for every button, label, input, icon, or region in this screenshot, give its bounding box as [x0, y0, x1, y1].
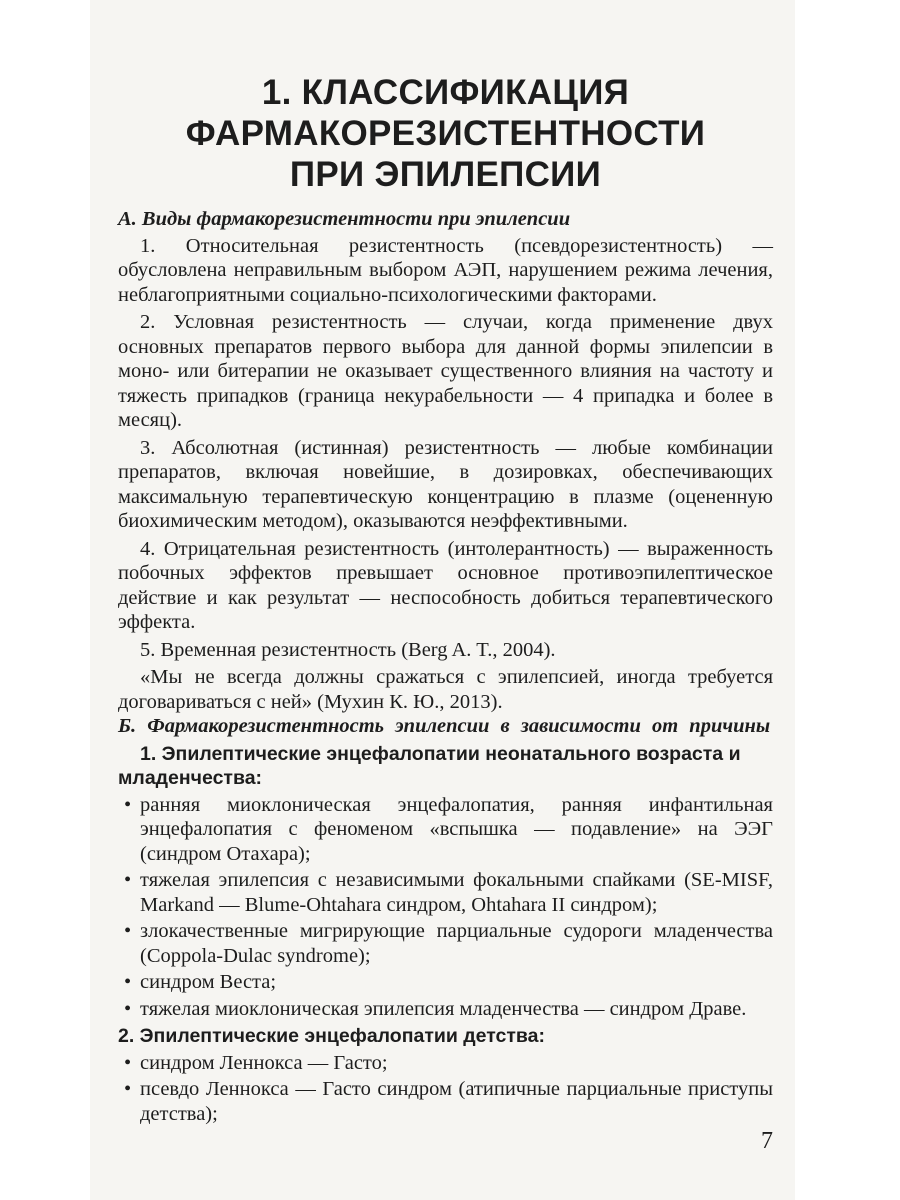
- paragraph-conditional-resistance: 2. Условная резистентность — случаи, когда применение двух основных препаратов первого выбора для данной формы эпилепсии в моно- или битерапии не оказывает существенного влияния на частоту и тяжесть припадков (граница некурабельности — 4 припадка и более в месяц).: [118, 311, 773, 431]
- list-item: [118, 868, 773, 917]
- list-item: [118, 793, 773, 867]
- list-item-text: тяжелая эпилепсия с независимыми фокальными спайками (SE-MISF, Markand — Blume-Ohtahara синдром, Ohtahara II синдром);: [140, 869, 773, 916]
- bullet-icon: •: [124, 869, 132, 891]
- bullet-icon: •: [124, 920, 132, 942]
- list-item-text: псевдо Леннокса — Гасто синдром (атипичные парциальные приступы детства);: [140, 1078, 773, 1125]
- group-2-heading: 2. Эпилептические энцефалопатии детства:: [118, 1025, 545, 1047]
- list-item-text: злокачественные мигрирующие парциальные судороги младенчества (Coppola-Dulac syndrome);: [140, 920, 773, 967]
- group-1-heading: 1. Эпилептические энцефалопатии неонатального возраста и младенчества:: [118, 742, 741, 789]
- group-2-list: [118, 1051, 773, 1127]
- paragraph-quote: «Мы не всегда должны сражаться с эпилепсией, иногда требуется договариваться с ней» (Мухин К. Ю., 2013).: [118, 666, 773, 713]
- bullet-icon: •: [124, 971, 132, 993]
- bullet-icon: •: [124, 1051, 132, 1074]
- list-item-text: синдром Леннокса — Гасто;: [140, 1051, 388, 1074]
- section-a-heading: А. Виды фармакорезистентности при эпилепсии: [118, 208, 571, 230]
- group-1-list: [118, 793, 773, 1022]
- list-item: [118, 970, 773, 995]
- list-item-text: ранняя миоклоническая энцефалопатия, ранняя инфантильная энцефалопатия с феноменом «вспышка — подавление» на ЭЭГ (синдром Отахара);: [140, 793, 773, 865]
- section-b-heading: Б. Фармакорезистентность эпилепсии в зависимости от причины: [118, 715, 771, 737]
- book-page: [90, 0, 795, 1200]
- list-item-text: синдром Веста;: [140, 971, 277, 993]
- list-item: [118, 1051, 773, 1076]
- chapter-title-line: 1. КЛАССИФИКАЦИЯ: [261, 73, 630, 112]
- bullet-icon: •: [124, 997, 132, 1020]
- paragraph-temporary-resistance: 5. Временная резистентность (Berg A. T., 2004).: [140, 638, 556, 661]
- list-item: [118, 997, 773, 1022]
- bullet-icon: •: [124, 1078, 132, 1100]
- list-item: [118, 1077, 773, 1126]
- list-item-text: тяжелая миоклоническая эпилепсия младенчества — синдром Драве.: [140, 997, 747, 1020]
- paragraph-negative-resistance: 4. Отрицательная резистентность (интолерантность) — выраженность побочных эффектов превышает основное противоэпилептическое действие и как результат — неспособность добиться терапевтического эффекта.: [118, 537, 773, 633]
- chapter-title-line: ФАРМАКОРЕЗИСТЕНТНОСТИ: [185, 114, 706, 153]
- chapter-title: [118, 72, 773, 195]
- list-item: [118, 919, 773, 968]
- chapter-title-line: ПРИ ЭПИЛЕПСИИ: [289, 155, 602, 194]
- paragraph-relative-resistance: 1. Относительная резистентность (псевдорезистентность) — обусловлена неправильным выбором АЭП, нарушением режима лечения, неблагоприятными социально-психологическими факторами.: [118, 234, 773, 306]
- page-number: 7: [761, 1128, 773, 1154]
- paragraph-absolute-resistance: 3. Абсолютная (истинная) резистентность — любые комбинации препаратов, включая новейшие, в дозировках, обеспечивающих максимальную терапевтическую концентрацию в плазме (оцененную биохимическим методом), оказываются неэффективными.: [118, 436, 773, 532]
- bullet-icon: •: [124, 793, 132, 816]
